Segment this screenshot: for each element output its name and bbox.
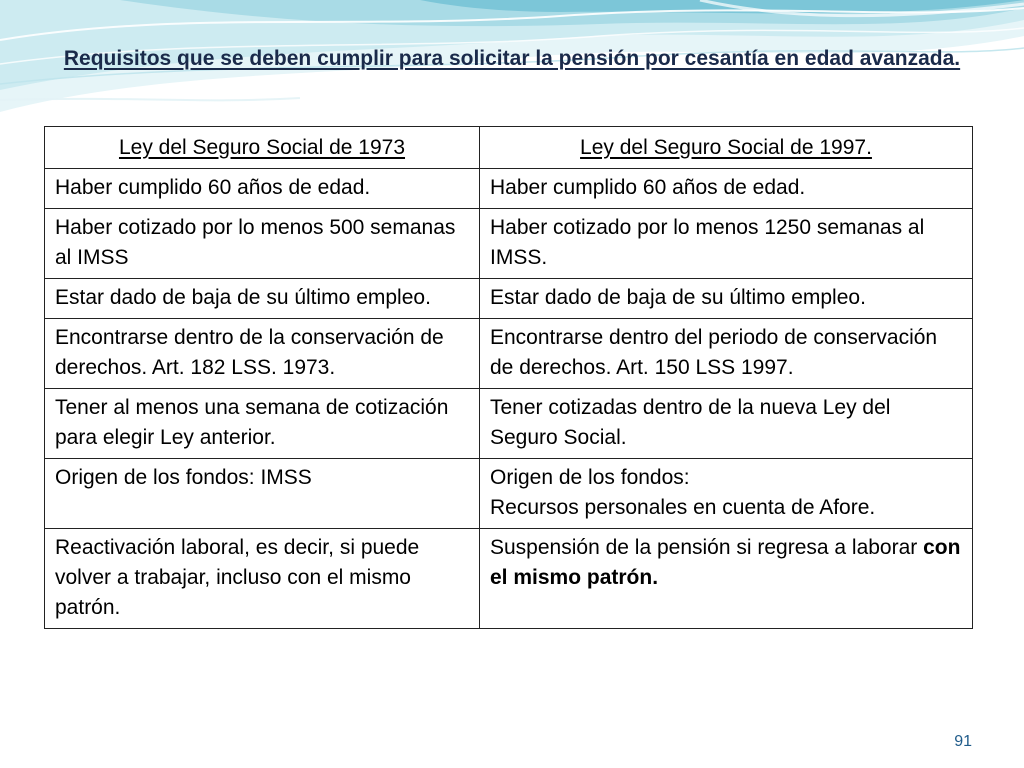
table-cell: Haber cumplido 60 años de edad. xyxy=(480,169,973,209)
table-cell: Estar dado de baja de su último empleo. xyxy=(45,279,480,319)
requirements-table xyxy=(44,126,973,629)
slide-title: Requisitos que se deben cumplir para solicitar la pensión por cesantía en edad avanzada. xyxy=(63,47,961,70)
table-row xyxy=(45,319,973,389)
suspension-text: Suspensión de la pensión si regresa a laborar xyxy=(490,536,924,559)
table-row xyxy=(45,209,973,279)
header-lss-1973: Ley del Seguro Social de 1973 xyxy=(45,127,480,169)
table-cell: Haber cotizado por lo menos 500 semanas al IMSS xyxy=(45,209,480,279)
table-row xyxy=(45,279,973,319)
table-cell: Origen de los fondos: IMSS xyxy=(45,459,480,529)
table-cell: Encontrarse dentro del periodo de conservación de derechos. Art. 150 LSS 1997. xyxy=(480,319,973,389)
table-row xyxy=(45,169,973,209)
page-number: 91 xyxy=(954,733,972,750)
table-row xyxy=(45,459,973,529)
table-row xyxy=(45,389,973,459)
table-row xyxy=(45,529,973,629)
table-cell: Reactivación laboral, es decir, si puede volver a trabajar, incluso con el mismo patrón. xyxy=(45,529,480,629)
table-cell: Tener cotizadas dentro de la nueva Ley del Seguro Social. xyxy=(480,389,973,459)
table-cell: Encontrarse dentro de la conservación de derechos. Art. 182 LSS. 1973. xyxy=(45,319,480,389)
funds-origin-label: Origen de los fondos: xyxy=(490,466,690,489)
table-cell: Tener al menos una semana de cotización para elegir Ley anterior. xyxy=(45,389,480,459)
table-cell: Estar dado de baja de su último empleo. xyxy=(480,279,973,319)
header-lss-1997: Ley del Seguro Social de 1997. xyxy=(480,127,973,169)
table-cell: Haber cumplido 60 años de edad. xyxy=(45,169,480,209)
funds-origin-value: Recursos personales en cuenta de Afore. xyxy=(490,496,876,519)
table-cell xyxy=(480,529,973,629)
table-cell xyxy=(480,459,973,529)
table-header-row xyxy=(45,127,973,169)
suspension-emphasis: con el mismo patrón. xyxy=(490,536,961,589)
table-cell: Haber cotizado por lo menos 1250 semanas al IMSS. xyxy=(480,209,973,279)
